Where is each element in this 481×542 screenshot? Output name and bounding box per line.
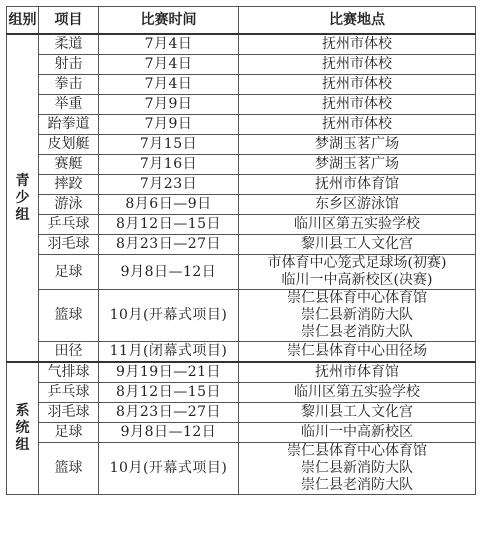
header-date: 比赛时间 bbox=[99, 7, 239, 35]
date-cell: 9月8日—12日 bbox=[99, 255, 239, 290]
group-name-cell bbox=[7, 362, 39, 495]
event-cell: 篮球 bbox=[39, 443, 99, 495]
event-cell: 篮球 bbox=[39, 290, 99, 342]
date-cell: 7月4日 bbox=[99, 55, 239, 75]
venue-cell bbox=[239, 383, 476, 403]
venue-line: 抚州市体育馆 bbox=[315, 176, 399, 192]
table-row bbox=[7, 155, 476, 175]
venue-cell bbox=[239, 115, 476, 135]
venue-line: 梦湖玉茗广场 bbox=[315, 156, 399, 172]
table-row bbox=[7, 403, 476, 423]
event-cell: 羽毛球 bbox=[39, 403, 99, 423]
venue-line: 临川一中高新校区 bbox=[301, 424, 413, 440]
table-row bbox=[7, 215, 476, 235]
venue-line: 黎川县工人文化宫 bbox=[301, 236, 413, 252]
venue-line: 临川一中高新校区(决赛) bbox=[281, 272, 433, 288]
event-cell: 柔道 bbox=[39, 34, 99, 55]
venue-cell bbox=[239, 215, 476, 235]
table-row bbox=[7, 115, 476, 135]
event-cell: 皮划艇 bbox=[39, 135, 99, 155]
table-row bbox=[7, 55, 476, 75]
venue-cell bbox=[239, 95, 476, 115]
venue-line: 临川区第五实验学校 bbox=[294, 216, 420, 232]
date-cell: 7月9日 bbox=[99, 95, 239, 115]
table-row bbox=[7, 75, 476, 95]
event-cell: 摔跤 bbox=[39, 175, 99, 195]
venue-cell bbox=[239, 443, 476, 495]
venue-line: 抚州市体校 bbox=[322, 116, 392, 132]
event-cell: 赛艇 bbox=[39, 155, 99, 175]
venue-line: 崇仁县体育中心田径场 bbox=[287, 343, 427, 359]
group-name-char: 统 bbox=[15, 420, 30, 436]
venue-cell bbox=[239, 195, 476, 215]
venue-cell bbox=[239, 55, 476, 75]
table-row bbox=[7, 95, 476, 115]
event-cell: 举重 bbox=[39, 95, 99, 115]
venue-line: 抚州市体育馆 bbox=[315, 364, 399, 380]
venue-line: 崇仁县新消防大队 bbox=[301, 460, 413, 476]
event-cell: 跆拳道 bbox=[39, 115, 99, 135]
date-cell: 7月16日 bbox=[99, 155, 239, 175]
event-cell: 乒乓球 bbox=[39, 215, 99, 235]
event-cell: 田径 bbox=[39, 342, 99, 363]
table-row bbox=[7, 135, 476, 155]
venue-cell bbox=[239, 155, 476, 175]
venue-cell bbox=[239, 362, 476, 383]
group-name-char: 组 bbox=[15, 437, 30, 453]
venue-line: 抚州市体校 bbox=[322, 56, 392, 72]
venue-line: 抚州市体校 bbox=[322, 76, 392, 92]
venue-cell bbox=[239, 290, 476, 342]
header-group: 组别 bbox=[7, 7, 39, 35]
date-cell: 7月4日 bbox=[99, 34, 239, 55]
venue-cell bbox=[239, 135, 476, 155]
event-cell: 羽毛球 bbox=[39, 235, 99, 255]
group-name-char: 青 bbox=[15, 172, 30, 189]
date-cell: 8月6日—9日 bbox=[99, 195, 239, 215]
venue-line: 东乡区游泳馆 bbox=[315, 196, 399, 212]
date-cell: 10月(开幕式项目) bbox=[99, 290, 239, 342]
table-body bbox=[7, 34, 476, 495]
venue-cell bbox=[239, 235, 476, 255]
header-row bbox=[7, 7, 476, 35]
event-cell: 游泳 bbox=[39, 195, 99, 215]
date-cell: 7月9日 bbox=[99, 115, 239, 135]
table-row bbox=[7, 195, 476, 215]
date-cell: 7月4日 bbox=[99, 75, 239, 95]
date-cell: 7月23日 bbox=[99, 175, 239, 195]
table-row bbox=[7, 235, 476, 255]
table-row bbox=[7, 383, 476, 403]
venue-cell bbox=[239, 255, 476, 290]
venue-cell bbox=[239, 175, 476, 195]
date-cell: 7月15日 bbox=[99, 135, 239, 155]
group-name-cell bbox=[7, 34, 39, 362]
event-cell: 气排球 bbox=[39, 362, 99, 383]
date-cell: 11月(闭幕式项目) bbox=[99, 342, 239, 363]
header-event: 项目 bbox=[39, 7, 99, 35]
date-cell: 8月23日—27日 bbox=[99, 403, 239, 423]
date-cell: 8月12日—15日 bbox=[99, 215, 239, 235]
venue-line: 崇仁县体育中心体育馆 bbox=[287, 290, 427, 306]
date-cell: 8月23日—27日 bbox=[99, 235, 239, 255]
venue-line: 临川区第五实验学校 bbox=[294, 384, 420, 400]
date-cell: 9月19日—21日 bbox=[99, 362, 239, 383]
venue-cell bbox=[239, 34, 476, 55]
venue-line: 抚州市体校 bbox=[322, 96, 392, 112]
group-name-char: 系 bbox=[15, 403, 30, 419]
date-cell: 9月8日—12日 bbox=[99, 423, 239, 443]
event-cell: 拳击 bbox=[39, 75, 99, 95]
venue-line: 黎川县工人文化宫 bbox=[301, 404, 413, 420]
venue-line: 崇仁县新消防大队 bbox=[301, 307, 413, 323]
event-cell: 足球 bbox=[39, 423, 99, 443]
table-row bbox=[7, 423, 476, 443]
date-cell: 8月12日—15日 bbox=[99, 383, 239, 403]
venue-cell bbox=[239, 403, 476, 423]
table-row bbox=[7, 342, 476, 363]
venue-line: 梦湖玉茗广场 bbox=[315, 136, 399, 152]
venue-cell bbox=[239, 342, 476, 363]
header-venue: 比赛地点 bbox=[239, 7, 476, 35]
schedule-table bbox=[6, 6, 476, 495]
venue-line: 崇仁县老消防大队 bbox=[301, 324, 413, 340]
venue-line: 市体育中心笼式足球场(初赛) bbox=[267, 255, 447, 271]
table-row bbox=[7, 175, 476, 195]
venue-line: 崇仁县体育中心体育馆 bbox=[287, 443, 427, 459]
venue-line: 抚州市体校 bbox=[322, 36, 392, 52]
table-row bbox=[7, 290, 476, 342]
date-cell: 10月(开幕式项目) bbox=[99, 443, 239, 495]
event-cell: 足球 bbox=[39, 255, 99, 290]
table-row bbox=[7, 362, 476, 383]
group-name-char: 少 bbox=[15, 189, 30, 206]
group-name-char: 组 bbox=[15, 206, 30, 223]
venue-cell bbox=[239, 75, 476, 95]
table-row bbox=[7, 443, 476, 495]
table-row bbox=[7, 255, 476, 290]
table-row bbox=[7, 34, 476, 55]
venue-cell bbox=[239, 423, 476, 443]
event-cell: 乒乓球 bbox=[39, 383, 99, 403]
event-cell: 射击 bbox=[39, 55, 99, 75]
venue-line: 崇仁县老消防大队 bbox=[301, 477, 413, 493]
